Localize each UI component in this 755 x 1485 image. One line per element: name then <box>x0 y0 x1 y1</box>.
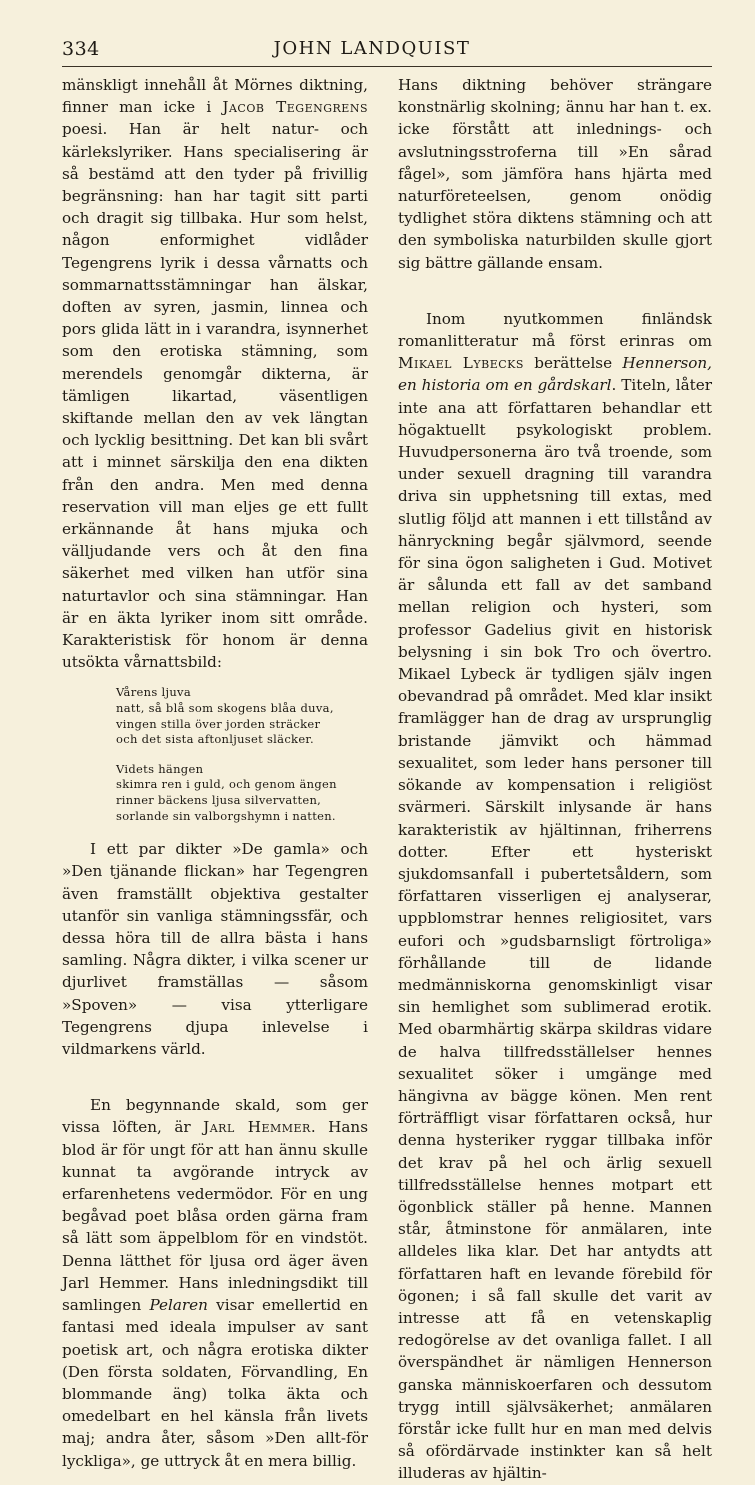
left-column <box>62 74 368 1472</box>
book-title: Hennerson, en historia om en gårdskarl <box>398 354 713 395</box>
running-head: JOHN LANDQUIST <box>273 38 471 59</box>
poem-line: rinner bäckens ljusa silvervatten, <box>116 793 322 808</box>
paragraph-objective-figures: I ett par dikter »De gamla» och »Den tjänande flickan» har Tegengren även framställt objektiva gestalter utanför sin vanliga stämningssfär, och dessa höra till de allra bästa i hans samling. Några dikter, i vilka scener ur djurlivet framställas — såsom »Spoven» — visa ytterligare Tegengrens djupa inlevelse i vildmarkens värld. <box>62 840 368 1059</box>
paragraph-hemmer: En begynnande skald, som ger vissa löften, är Jarl Hemmer. Hans blod är för ungt för att han ännu skulle kunnat ta avgörande intryck av erfarenhetens vedermödor. För en ung begåvad poet blåsa orden gärna fram så lätt som äppelblom för en vindstöt. Denna lätthet för ljusa ord äger även Jarl Hemmer. Hans inledningsdikt till samlingen Pelaren visar emellertid en fantasi med ideala impulser av sant poetisk art, och några erotiska dikter (Den första soldaten, Förvandling, En blommande äng) tolka äkta och omedelbart en hel känsla från livets maj; andra åter, såsom »Den allt-för lyckliga», ge uttryck åt en mera billig. <box>62 1096 368 1470</box>
poem-line: vingen stilla över jorden sträcker <box>116 716 321 731</box>
author-name: Jacob Tegengrens <box>222 98 368 117</box>
poem-stanza <box>116 685 368 747</box>
poem-stanza <box>116 762 368 824</box>
book-title: Pelaren <box>149 1296 208 1315</box>
paragraph-lybeck: Inom nyutkommen finländsk romanlitteratur må först erinras om Mikael Lybecks berättelse Hennerson, en historia om en gårdskarl. Titeln, låter inte ana att författaren behandlar ett högaktuellt psykologiskt problem. Huvudpersonerna äro två troende, som under sexuell dragning till varandra driva sin upphetsning till extas, med slutlig följd att mannen i ett tillstånd av hänryckning begår självmord, seende för sina ögon saligheten i Gud. Motivet är sålunda ett fall av det samband mellan religion och hysteri, som professor Gadelius givit en historisk belysning i sin bok Tro och övertro. Mikael Lybeck är tydligen själv ingen obevandrad på området. Med klar insikt framlägger han de drag av ursprunglig bristande jämvikt och hämmad sexualitet, som leder hans personer till sökande av kompensation i religiöst svärmeri. Särskilt inlysande är hans karakteristik av hjältinnan, friherrens dotter. Efter ett hysteriskt sjukdomsanfall i pubertetsåldern, som författaren visserligen ej analyserar, uppblomstrar hennes religiositet, vars eufori och »gudsbarnsligt förtroliga» förhållande till de lidande medmänniskorna genomskinligt visar sin hemlighet som sublimerad erotik. Med obarmhärtig skärpa skildras vidare de halva tillfredsställelser hennes sexualitet söker i umgänge med hängivna av bägge könen. Men rent förträffligt visar författaren också, hur denna hysteriker ryggar tillbaka inför det krav på hel och ärlig sexuell tillfredsställelse hennes motpart ett ögonblick ställer på henne. Mannen står, åtminstone för anmälaren, inte alldeles lika klar. Det har antydts att författaren haft en levande förebild för ögonen; i så fall skulle det varit av intresse att få en vetenskaplig redogörelse av det ovanliga fallet. I all överspändhet är nämligen Hennerson ganska människoerfaren och dessutom trygg intill självsäkerhet; anmälaren förstår icke fullt hur en man med delvis så ofördärvade instinkter kan så helt illuderas av hjältin- <box>398 309 713 1483</box>
header-rule <box>62 66 712 67</box>
poem-quote <box>116 685 368 824</box>
poem-line: Vårens ljuva <box>116 685 191 700</box>
author-name: Jarl Hemmer <box>203 1118 311 1137</box>
poem-line: sorlande sin valborgshymn i natten. <box>116 808 336 823</box>
author-name: Mikael Lybecks <box>398 354 524 373</box>
right-column <box>398 74 712 1485</box>
paragraph-tegengren: mänskligt innehåll åt Mörnes diktning, finner man icke i Jacob Tegengrens poesi. Han är helt natur- och kärlekslyriker. Hans specialisering är så bestämd att den tyder på frivillig begränsning: han har tagit sitt parti och dragit sig tillbaka. Hur som helst, någon enformighet vidlåder Tegengrens lyrik i dessa vårnatts och sommarnattsstämningar han älskar, doften av syren, jasmin, linnea och pors glida lätt in i varandra, isynnerhet som den erotiska stämning, som merendels genomgår dikterna, är tämligen likartad, väsentligen skiftande mellan den av vek längtan och lycklig besittning. Det kan bli svårt att i minnet särskilja den ena dikten från den andra. Men med denna reservation vill man eljes ge ett fullt erkännande åt hans mjuka och välljudande vers och åt den fina säkerhet med vilken han utför sina naturtavlor och sina stämningar. Han är en äkta lyriker inom sitt område. Karakteristisk för honom är denna utsökta vårnattsbild: <box>62 76 368 672</box>
page-header <box>62 38 712 66</box>
poem-line: och det sista aftonljuset släcker. <box>116 732 314 747</box>
poem-line: natt, så blå som skogens blåa duva, <box>116 701 334 716</box>
poem-line: Videts hängen <box>116 761 204 776</box>
paragraph-hemmer-continued: Hans diktning behöver strängare konstnärlig skolning; ännu har han t. ex. icke förstått att inlednings- och avslutningsstroferna till »En sårad fågel», som jämföra hans hjärta med naturföreteelsen, genom onödig tydlighet störa diktens stämning och att den symboliska naturbilden skulle gjort sig bättre gällande ensam. <box>398 76 712 272</box>
poem-line: skimra ren i guld, och genom ängen <box>116 777 337 792</box>
page-number: 334 <box>62 38 100 60</box>
